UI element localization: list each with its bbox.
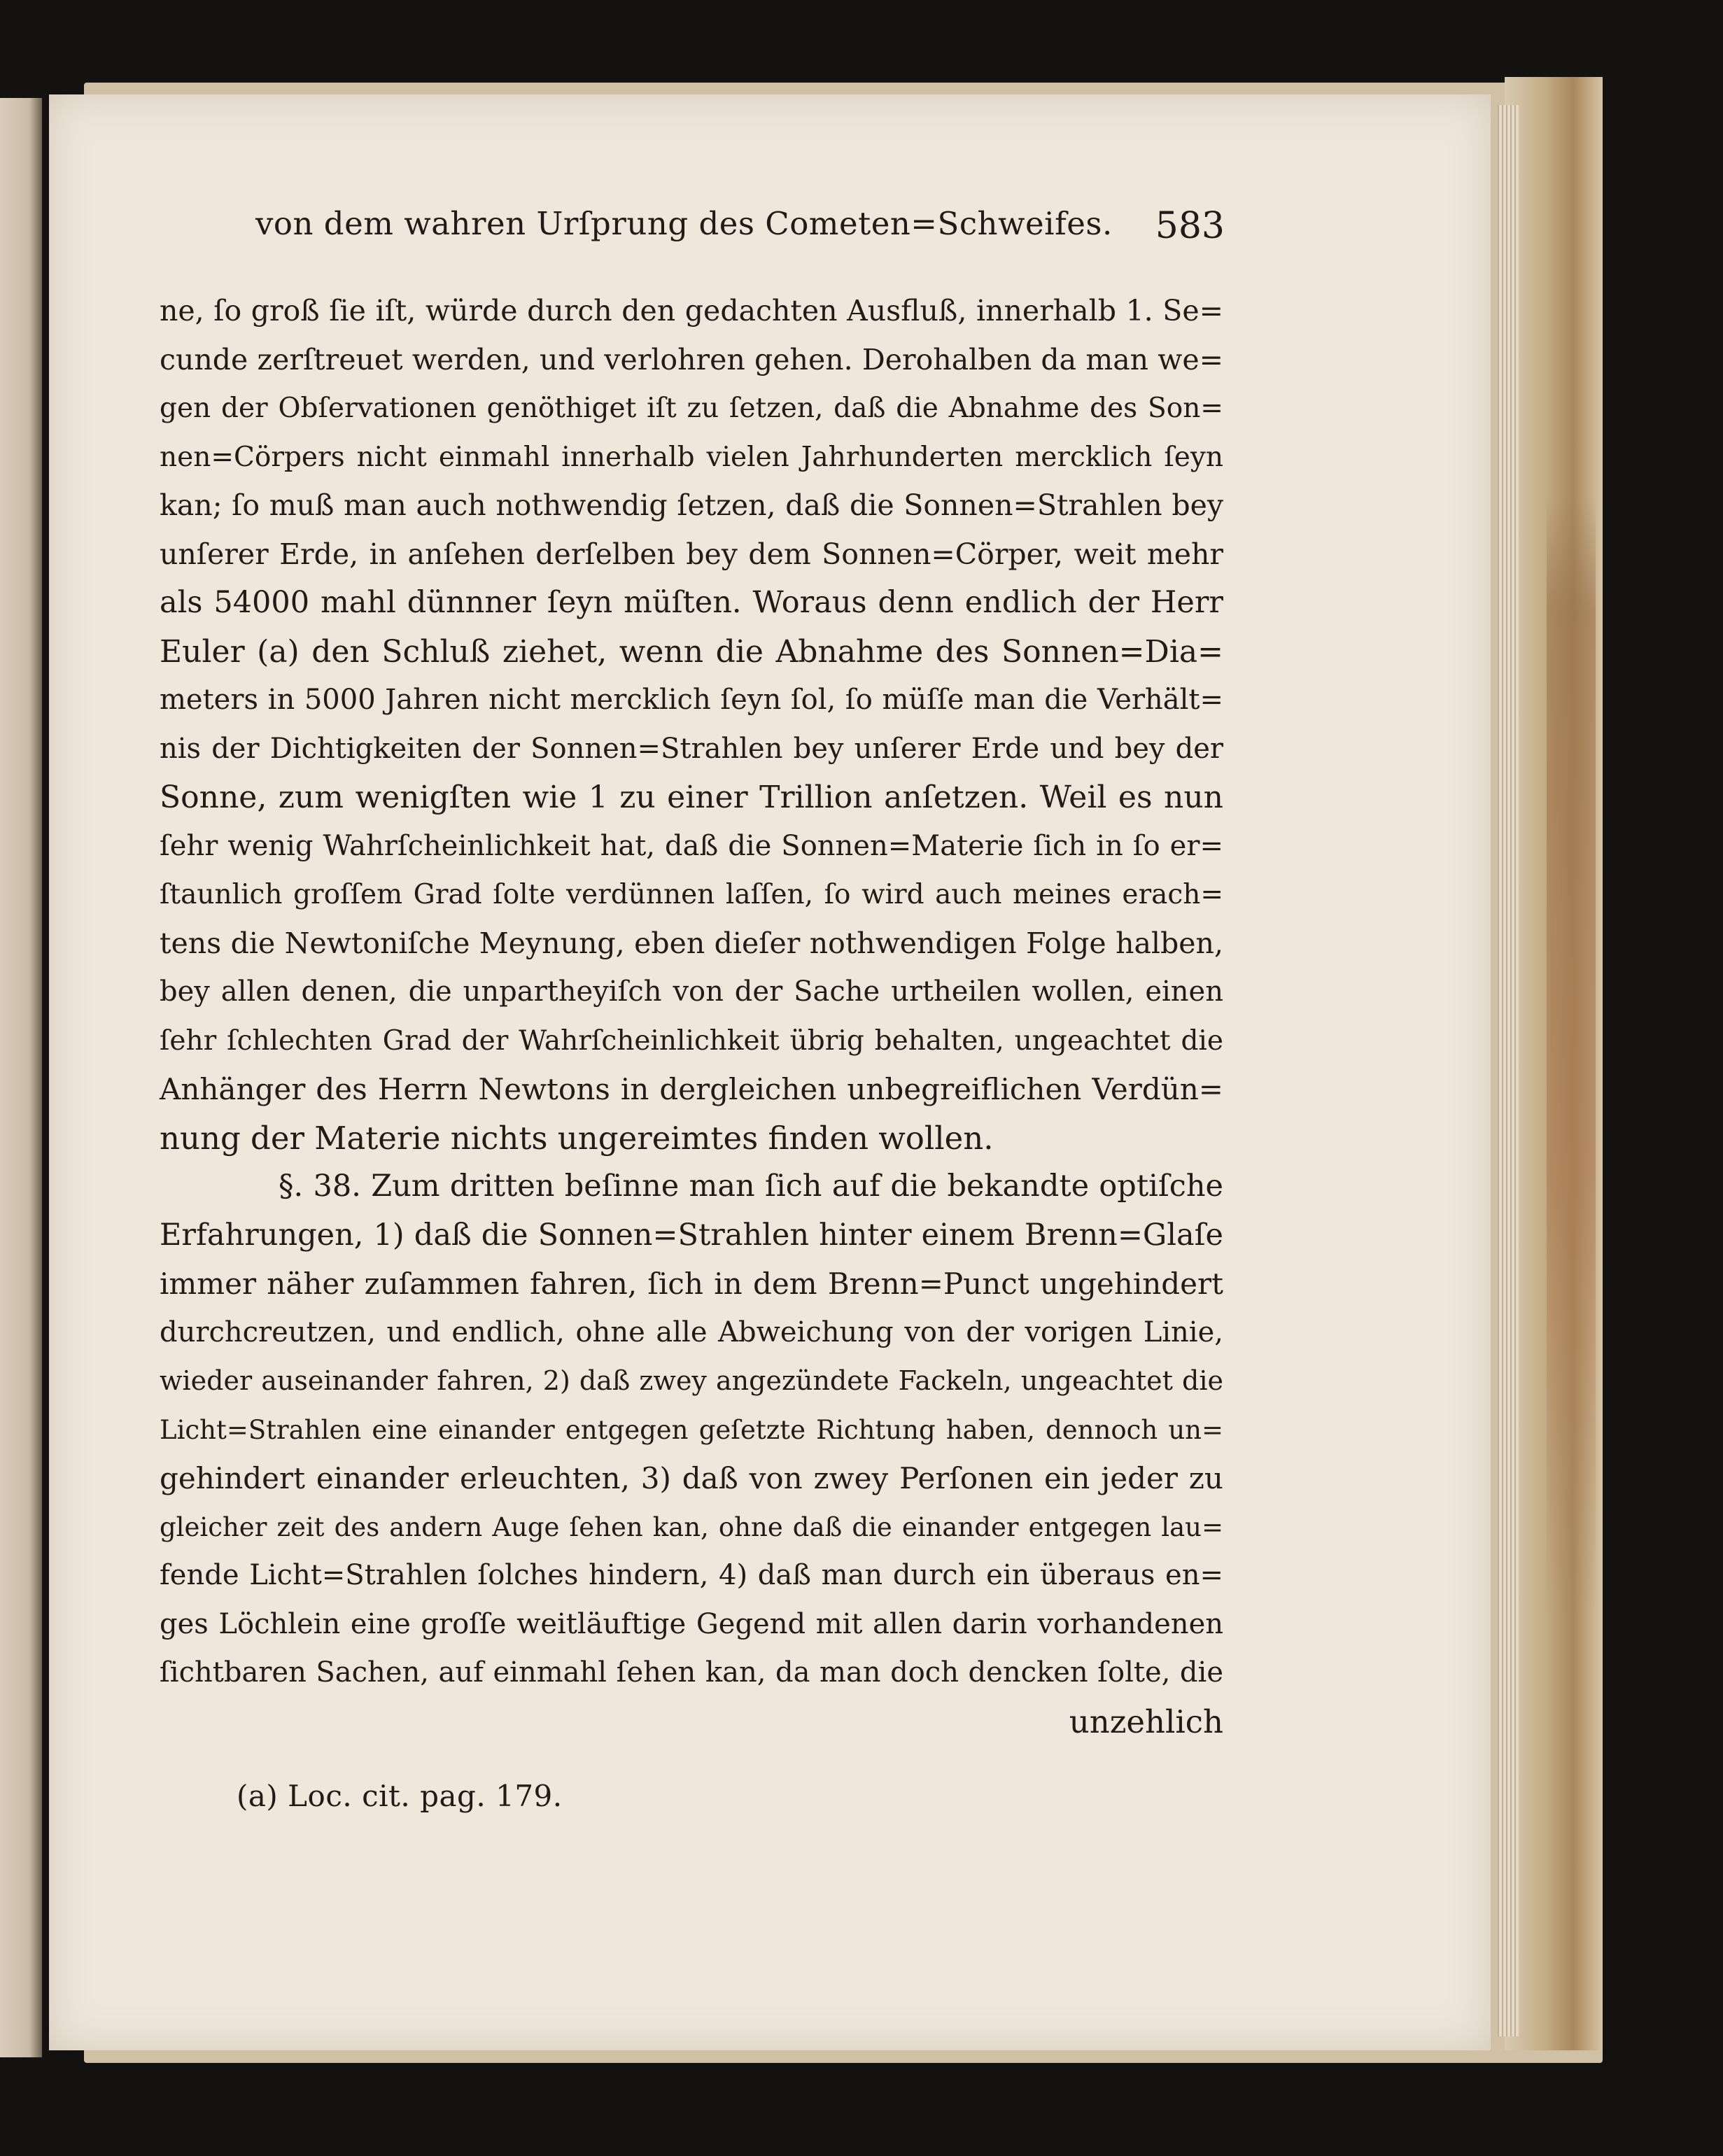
body-text — [160, 287, 1223, 1746]
text-line: ſehr ſchlechten Grad der Wahrſcheinlichkeit übrig behalten, ungeachtet die — [160, 1024, 1223, 1057]
text-line: fende Licht=Strahlen ſolches hindern, 4) daß man durch ein überaus en= — [160, 1559, 1223, 1591]
cover-board-edge — [1505, 77, 1603, 2050]
page-header — [255, 198, 1225, 261]
text-line: wieder auseinander fahren, 2) daß zwey angezündete Fackeln, ungeachtet die — [160, 1365, 1223, 1396]
text-line: nis der Dichtigkeiten der Sonnen=Strahlen bey unſerer Erde und bey der — [160, 732, 1223, 765]
section-heading-line: §. 38. Zum dritten beſinne man ſich auf die bekandte optiſche — [279, 1169, 1223, 1204]
text-line: ſtaunlich groſſem Grad ſolte verdünnen laſſen, ſo wird auch meines erach= — [160, 879, 1223, 910]
text-line: ne, ſo groß ſie iſt, würde durch den gedachten Ausfluß, innerhalb 1. Se= — [160, 294, 1223, 327]
text-line: bey allen denen, die unpartheyiſch von der Sache urtheilen wollen, einen — [160, 975, 1223, 1008]
board-wear — [1547, 497, 1596, 1616]
text-line: immer näher zuſammen fahren, ſich in dem Brenn=Punct ungehindert — [160, 1267, 1223, 1301]
text-line: als 54000 mahl dünnner ſeyn müſten. Woraus denn endlich der Herr — [160, 585, 1223, 620]
text-line: cunde zerſtreuet werden, und verlohren gehen. Derohalben da man we= — [160, 342, 1223, 376]
text-line: ſichtbaren Sachen, auf einmahl ſehen kan, da man doch dencken ſolte, die — [160, 1656, 1223, 1689]
page-edges — [1498, 105, 1519, 2036]
text-line: unſerer Erde, in anſehen derſelben bey dem Sonnen=Cörper, weit mehr — [160, 537, 1223, 571]
text-line: Anhänger des Herrn Newtons in dergleichen unbegreiflichen Verdün= — [160, 1072, 1223, 1106]
left-page-edge — [0, 98, 42, 2057]
text-line: Erfahrungen, 1) daß die Sonnen=Strahlen hinter einem Brenn=Glaſe — [160, 1217, 1223, 1253]
footnote: (a) Loc. cit. pag. 179. — [237, 1779, 563, 1813]
text-line: Licht=Strahlen eine einander entgegen geſetzte Richtung haben, dennoch un= — [160, 1414, 1223, 1445]
text-line: kan; ſo muß man auch nothwendig ſetzen, daß die Sonnen=Strahlen bey — [160, 488, 1223, 522]
text-line: ges Löchlein eine groſſe weitläuftige Gegend mit allen darin vorhandenen — [160, 1607, 1223, 1640]
text-line: ſehr wenig Wahrſcheinlichkeit hat, daß die Sonnen=Materie ſich in ſo er= — [160, 829, 1223, 862]
text-line: tens die Newtoniſche Meynung, eben dieſer nothwendigen Folge halben, — [160, 926, 1223, 960]
text-line: nen=Cörpers nicht einmahl innerhalb vielen Jahrhunderten mercklich ſeyn — [160, 441, 1223, 473]
text-line: gehindert einander erleuchten, 3) daß von zwey Perſonen ein jeder zu — [160, 1461, 1223, 1495]
catchword: unzehlich — [1069, 1703, 1223, 1740]
text-line: nung der Materie nichts ungereimtes finden wollen. — [160, 1119, 994, 1157]
running-title: von dem wahren Urſprung des Cometen=Schweifes. — [255, 205, 1113, 242]
text-line: meters in 5000 Jahren nicht mercklich ſeyn ſol, ſo müſſe man die Verhält= — [160, 684, 1223, 716]
text-line: Euler (a) den Schluß ziehet, wenn die Abnahme des Sonnen=Dia= — [160, 633, 1223, 670]
text-line: gleicher zeit des andern Auge ſehen kan, ohne daß die einander entgegen lau= — [160, 1512, 1223, 1542]
page-number: 583 — [1155, 205, 1225, 247]
text-line: gen der Obſervationen genöthiget iſt zu ſetzen, daß die Abnahme des Son= — [160, 393, 1223, 424]
text-line: durchcreutzen, und endlich, ohne alle Abweichung von der vorigen Linie, — [160, 1316, 1223, 1348]
text-line: Sonne, zum wenigſten wie 1 zu einer Trillion anſetzen. Weil es nun — [160, 780, 1223, 815]
